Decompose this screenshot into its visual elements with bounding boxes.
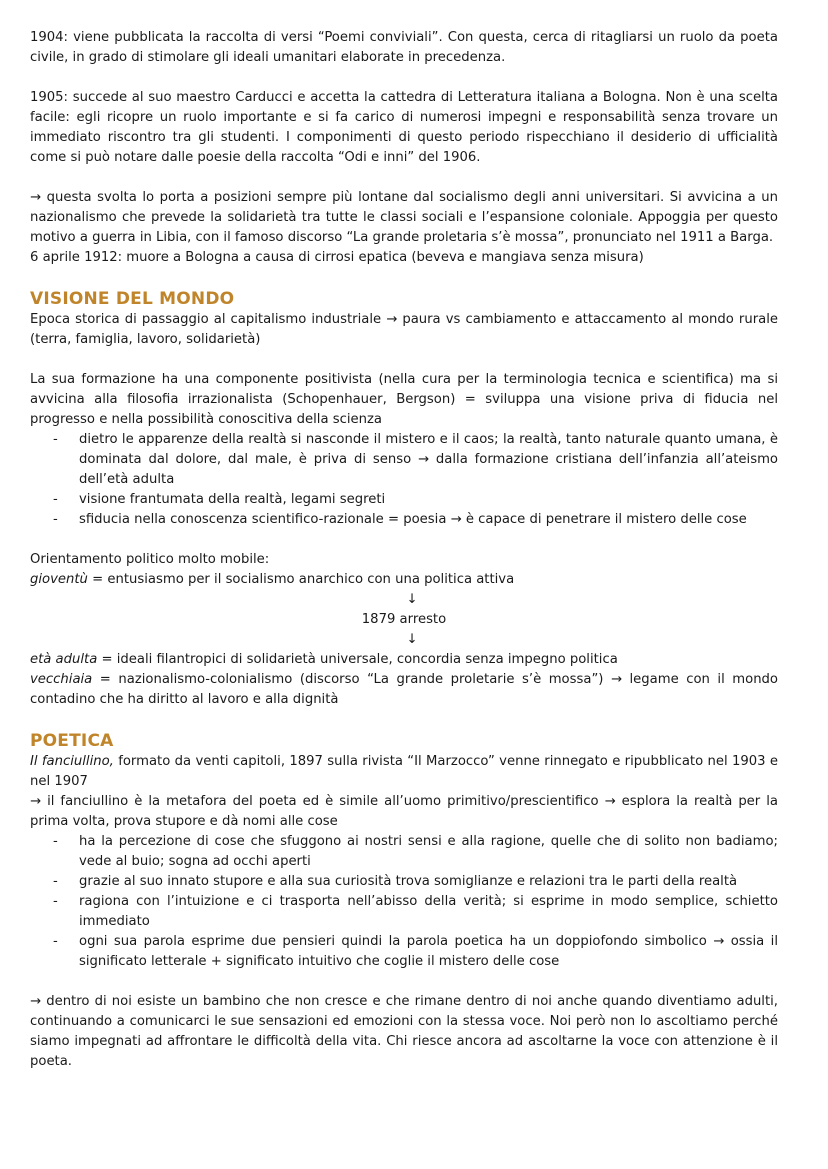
politica-title: Orientamento politico molto mobile: (30, 552, 270, 567)
list-item: - dietro le apparenze della realtà si nasconde il mistero e il caos; la realtà, tanto naturale quanto umana, è dominata dal dolore, dal male, è priva di senso → dalla formazione cristiana dell’infanzia all’ateismo dell’età adulta (79, 430, 778, 490)
adulta-text: = ideali filantropici di solidarietà universale, concordia senza impegno politica (97, 652, 618, 667)
fanciullino-text: formato da venti capitoli, 1897 sulla rivista “Il Marzocco” venne rinnegato e ripubblicato nel 1903 e nel 1907 (30, 754, 778, 789)
heading-visione-del-mondo: VISIONE DEL MONDO (30, 289, 235, 309)
list-item: - ha la percezione di cose che sfuggono ai nostri sensi e alla ragione, quelle che di solito non badiamo; vede al buio; sogna ad occhi aperti (79, 832, 778, 872)
gioventu-text: = entusiasmo per il socialismo anarchico con una politica attiva (87, 572, 515, 587)
heading-poetica: POETICA (30, 731, 114, 751)
vecchiaia-term: vecchiaia (30, 672, 93, 687)
paragraph-epoca: Epoca storica di passaggio al capitalismo industriale → paura vs cambiamento e attaccamento al mondo rurale (terra, famiglia, lavoro, solidarietà) (30, 312, 778, 347)
list-item: - ragiona con l’intuizione e ci trasporta nell’abisso della verità; si esprime in modo semplice, schietto immediato (79, 892, 778, 932)
paragraph-conclusione: → dentro di noi esiste un bambino che non cresce e che rimane dentro di noi anche quando diventiamo adulti, continuando a comunicarci le sue sensazioni ed emozioni con la stessa voce. Noi però non lo ascoltiamo perché siamo impegnati ad affrontare le difficoltà della vita. Chi riesce ancora ad ascoltarne la voce con attenzione è il poeta. (30, 994, 778, 1069)
visione-bullet-list (30, 430, 778, 530)
down-arrow-icon: ↓ (406, 592, 418, 607)
list-item: - sfiducia nella conoscenza scientifico-razionale = poesia → è capace di penetrare il mistero delle cose (79, 510, 778, 530)
paragraph-1904: 1904: viene pubblicata la raccolta di versi “Poemi conviviali”. Con questa, cerca di ritagliarsi un ruolo da poeta civile, in grado di stimolare gli ideali umanitari elaborate in precedenza. (30, 30, 778, 65)
vecchiaia-line (30, 670, 778, 710)
paragraph-fanciullino (30, 752, 778, 792)
list-item: - grazie al suo innato stupore e alla sua curiosità trova somiglianze e relazioni tra le parti della realtà (79, 872, 778, 892)
gioventu-term: gioventù (30, 572, 88, 587)
paragraph-morte: 6 aprile 1912: muore a Bologna a causa di cirrosi epatica (beveva e mangiava senza misura) (30, 250, 644, 265)
list-item: - ogni sua parola esprime due pensieri quindi la parola poetica ha un doppiofondo simbolico → ossia il significato letterale + significato intuitivo che coglie il mistero delle cose (79, 932, 778, 972)
adulta-line (30, 650, 778, 670)
list-item: - visione frantumata della realtà, legami segreti (79, 490, 778, 510)
paragraph-formazione: La sua formazione ha una componente positivista (nella cura per la terminologia tecnica e scientifica) ma si avvicina alla filosofia irrazionalista (Schopenhauer, Bergson) = sviluppa una visione priva di fiducia nel progresso e nella possibilità conoscitiva della scienza (30, 372, 778, 427)
down-arrow-icon: ↓ (406, 632, 418, 647)
fanciullino-title: Il fanciullino, (30, 754, 114, 769)
poetica-bullet-list (30, 832, 778, 972)
gioventu-line (30, 570, 778, 590)
arresto-label: 1879 arresto (361, 612, 447, 627)
adulta-term: età adulta (30, 652, 98, 667)
paragraph-metafora: → il fanciullino è la metafora del poeta ed è simile all’uomo primitivo/prescientifico → esplora la realtà per la prima volta, prova stupore e dà nomi alle cose (30, 794, 778, 829)
paragraph-svolta: → questa svolta lo porta a posizioni sempre più lontane dal socialismo degli anni universitari. Si avvicina a un nazionalismo che prevede la solidarietà tra tutte le classi sociali e l’espansione coloniale. Appoggia per questo motivo a guerra in Libia, con il famoso discorso “La grande proletaria s’è mossa”, pronunciato nel 1911 a Barga. (30, 190, 778, 245)
vecchiaia-text: = nazionalismo-colonialismo (discorso “La grande proletarie s’è mossa”) → legame con il mondo contadino che ha diritto al lavoro e alla dignità (30, 672, 778, 707)
paragraph-1905: 1905: succede al suo maestro Carducci e accetta la cattedra di Letteratura italiana a Bologna. Non è una scelta facile: egli ricopre un ruolo importante e si fa carico di numerosi impegni e responsabilità senza trovare un immediato riscontro tra gli studenti. I componimenti di questo periodo rispecchiano il desiderio di ufficialità come si può notare dalle poesie della raccolta “Odi e inni” del 1906. (30, 90, 778, 165)
